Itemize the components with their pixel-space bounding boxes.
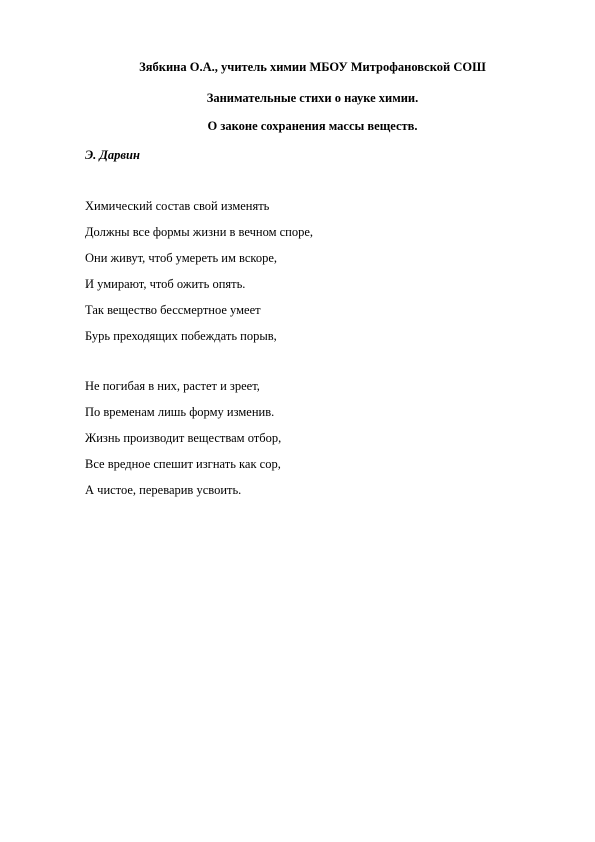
poem-line: Химический состав свой изменять <box>85 199 270 213</box>
poem-author: Э. Дарвин <box>85 148 140 162</box>
poem-line: А чистое, переварив усвоить. <box>85 483 242 497</box>
poem-line: Так вещество бессмертное умеет <box>85 303 261 317</box>
poem-line: Должны все формы жизни в вечном споре, <box>85 225 314 239</box>
poem-stanza-2 <box>85 373 281 503</box>
poem-title: О законе сохранения массы веществ. <box>207 119 418 133</box>
poem-line: Все вредное спешит изгнать как сор, <box>85 457 281 471</box>
poem-line: По временам лишь форму изменив. <box>85 405 275 419</box>
poem-line: И умирают, чтоб ожить опять. <box>85 277 246 291</box>
poem-stanza-1 <box>85 193 313 349</box>
poem-line: Не погибая в них, растет и зреет, <box>85 379 260 393</box>
poem-line: Жизнь производит веществам отбор, <box>85 431 282 445</box>
collection-title: Занимательные стихи о науке химии. <box>206 91 419 105</box>
poem-line: Бурь преходящих побеждать порыв, <box>85 329 277 343</box>
author-header: Зябкина О.А., учитель химии МБОУ Митрофановской СОШ <box>139 60 486 74</box>
poem-line: Они живут, чтоб умереть им вскоре, <box>85 251 278 265</box>
